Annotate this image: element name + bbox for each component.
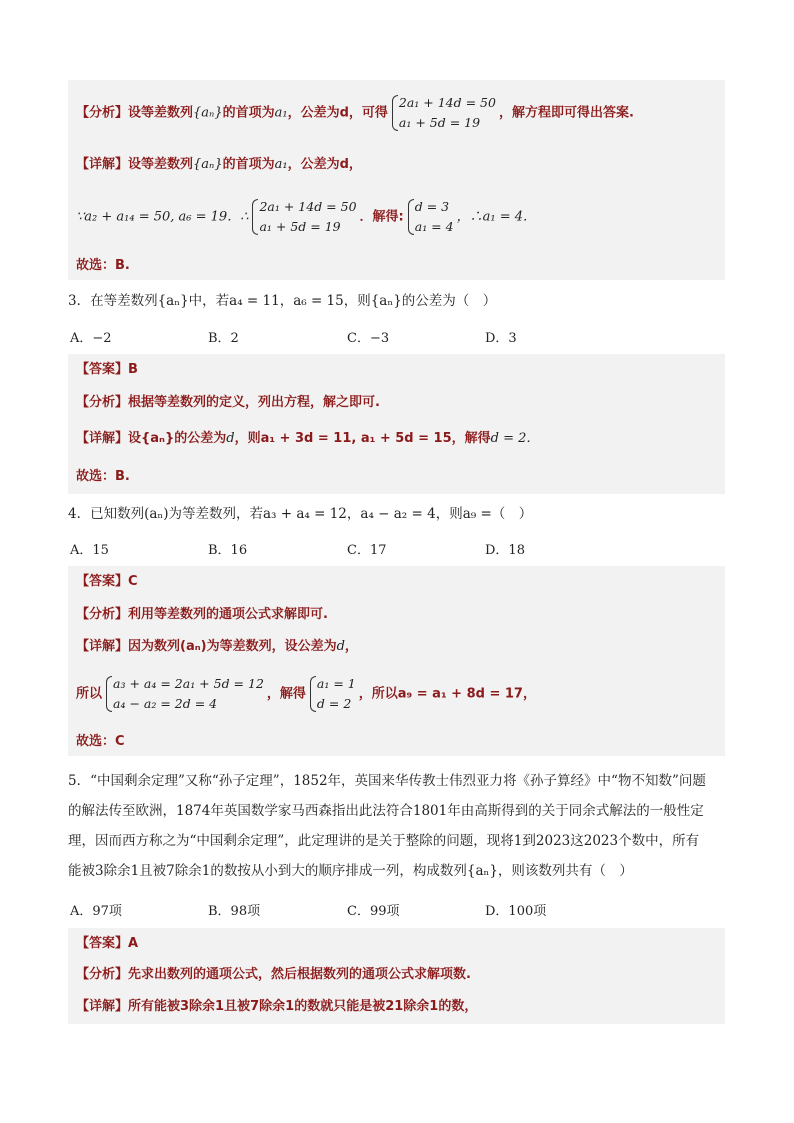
q5-answer: 【答案】A [76, 936, 139, 951]
q3-option-c: C．−3 [347, 331, 390, 346]
q5-option-d: D．100项 [485, 904, 547, 919]
q4-option-d: D．18 [485, 543, 525, 558]
q3-option-d: D．3 [485, 331, 517, 346]
q2-solution-equation-line: ∵a₂ + a₁₄ = 50, a₆ = 19．∴ 2a₁ + 14d = 50 a₁ + 5d = 19 ．解得: d = 3 a₁ = 4 ，∴a₁ = 4． [76, 197, 536, 237]
q3-answer: 【答案】B [76, 362, 138, 377]
q5-analysis: 【分析】先求出数列的通项公式，然后根据数列的通项公式求解项数. [76, 967, 471, 982]
q4-detail: 【详解】因为数列(aₙ)为等差数列，设公差为d， [76, 639, 358, 654]
q4-solution-block [68, 566, 725, 756]
q5-stem: 5．“中国剩余定理”又称“孙子定理”，1852年，英国来华传教士伟烈亚力将《孙子算经》中“物不知数”问题 的解法传至欧洲，1874年英国数学家马西森指出此法符合1801年由高斯得到的关于同余式解法的一般性定 理，因而西方称之为“中国剩余定理”，此定理讲的是关于整除的问题，现将1到2023这2023个数中，所有 能被3除余1且被7除余1的数按从小到大的顺序排成一列，构成数列{aₙ}，则该数列共有（ ） [68, 773, 706, 879]
q5-option-b: B．98项 [208, 904, 261, 919]
q4-stem: 4．已知数列(aₙ)为等差数列，若a₃ + a₄ = 12，a₄ − a₂ = 4，则a₉ =（ ） [68, 506, 533, 522]
q4-option-b: B．16 [208, 543, 248, 558]
q3-option-b: B．2 [208, 331, 239, 346]
detail-tag: 【详解】 [76, 157, 129, 172]
q3-analysis: 【分析】根据等差数列的定义，列出方程，解之即可. [76, 395, 380, 410]
q2-detail-line: 【详解】设等差数列{aₙ}的首项为a₁，公差为d， [76, 157, 362, 172]
equation-system: a₃ + a₄ = 2a₁ + 5d = 12 a₄ − a₂ = 2d = 4 [105, 674, 264, 714]
solution-system: d = 3 a₁ = 4 [407, 197, 454, 237]
q3-stem: 3．在等差数列{aₙ}中，若a₄ = 11，a₆ = 15，则{aₙ}的公差为（ ） [68, 293, 497, 309]
q3-choice: 故选：B. [76, 469, 130, 484]
equation-system: 2a₁ + 14d = 50 a₁ + 5d = 19 [391, 93, 496, 133]
q2-choice: 故选：B. [76, 258, 130, 273]
q4-choice: 故选：C [76, 734, 125, 749]
q5-option-c: C．99项 [347, 904, 400, 919]
q4-answer: 【答案】C [76, 574, 138, 589]
q4-option-a: A．15 [70, 543, 109, 558]
q3-detail: 【详解】设{aₙ}的公差为d，则a₁ + 3d = 11, a₁ + 5d = 15，解得d = 2． [76, 431, 540, 446]
equation-system: 2a₁ + 14d = 50 a₁ + 5d = 19 [251, 197, 356, 237]
solution-system: a₁ = 1 d = 2 [309, 674, 356, 714]
q2-analysis-line: 【分析】设等差数列{aₙ}的首项为a₁，公差为d，可得 2a₁ + 14d = 50 a₁ + 5d = 19 ，解方程即可得出答案. [76, 93, 634, 133]
q5-option-a: A．97项 [70, 904, 122, 919]
q4-system-line: 所以 a₃ + a₄ = 2a₁ + 5d = 12 a₄ − a₂ = 2d = 4 ，解得 a₁ = 1 d = 2 ，所以a₉ = a₁ + 8d = 17， [76, 674, 536, 714]
q3-option-a: A．−2 [70, 331, 112, 346]
q3-solution-block [68, 354, 725, 494]
q4-analysis: 【分析】利用等差数列的通项公式求解即可. [76, 607, 328, 622]
q4-option-c: C．17 [347, 543, 387, 558]
analysis-tag: 【分析】 [76, 105, 129, 121]
q5-detail: 【详解】所有能被3除余1且被7除余1的数就只能是被21除余1的数， [76, 999, 478, 1014]
